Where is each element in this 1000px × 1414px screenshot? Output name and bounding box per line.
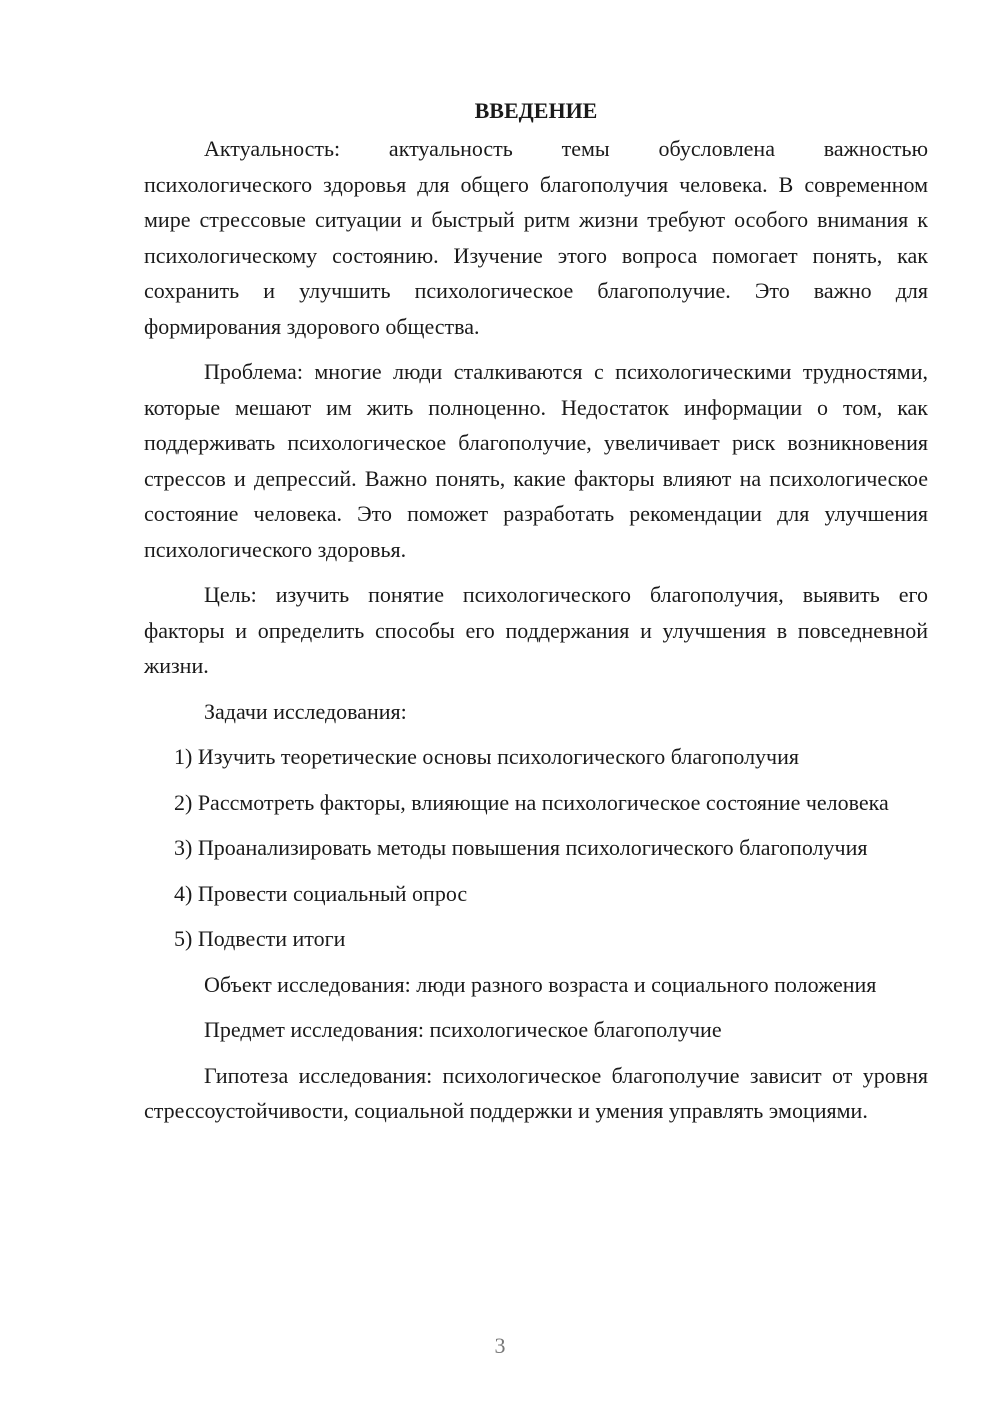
task-item: 5) Подвести итоги bbox=[174, 926, 346, 951]
task-item: 1) Изучить теоретические основы психологического благополучия bbox=[174, 744, 800, 769]
page-number: 3 bbox=[494, 1333, 506, 1358]
paragraph-problem: Проблема: многие люди сталкиваются с психологическими трудностями, которые мешают им жить полноценно. Недостаток информации о том, как поддерживать психологическое благополучие, увеличивает риск возникновения стрессов и депрессий. Важно понять, какие факторы влияют на психологическое состояние человека. Это поможет разработать рекомендации для улучшения психологического здоровья. bbox=[144, 359, 928, 562]
task-item: 2) Рассмотреть факторы, влияющие на психологическое состояние человека bbox=[174, 789, 889, 815]
paragraph-hypothesis: Гипотеза исследования: психологическое благополучие зависит от уровня стрессоустойчивости, социальной поддержки и умения управлять эмоциями. bbox=[144, 1062, 928, 1123]
tasks-heading: Задачи исследования: bbox=[204, 698, 407, 724]
paragraph-subject: Предмет исследования: психологическое благополучие bbox=[204, 1017, 722, 1042]
task-item: 4) Провести социальный опрос bbox=[174, 880, 468, 906]
task-item: 3) Проанализировать методы повышения психологического благополучия bbox=[174, 835, 868, 860]
section-title: ВВЕДЕНИЕ bbox=[474, 98, 598, 123]
paragraph-relevance: Актуальность: актуальность темы обусловлена важностью психологического здоровья для общего благополучия человека. В современном мире стрессовые ситуации и быстрый ритм жизни требуют особого внимания к психологическому состоянию. Изучение этого вопроса помогает понять, как сохранить и улучшить психологическое благополучие. Это важно для формирования здорового общества. bbox=[144, 136, 928, 339]
paragraph-object: Объект исследования: люди разного возраста и социального положения bbox=[204, 971, 877, 997]
paragraph-goal: Цель: изучить понятие психологического благополучия, выявить его факторы и определить способы его поддержания и улучшения в повседневной жизни. bbox=[144, 582, 928, 678]
page-body bbox=[144, 93, 928, 1139]
